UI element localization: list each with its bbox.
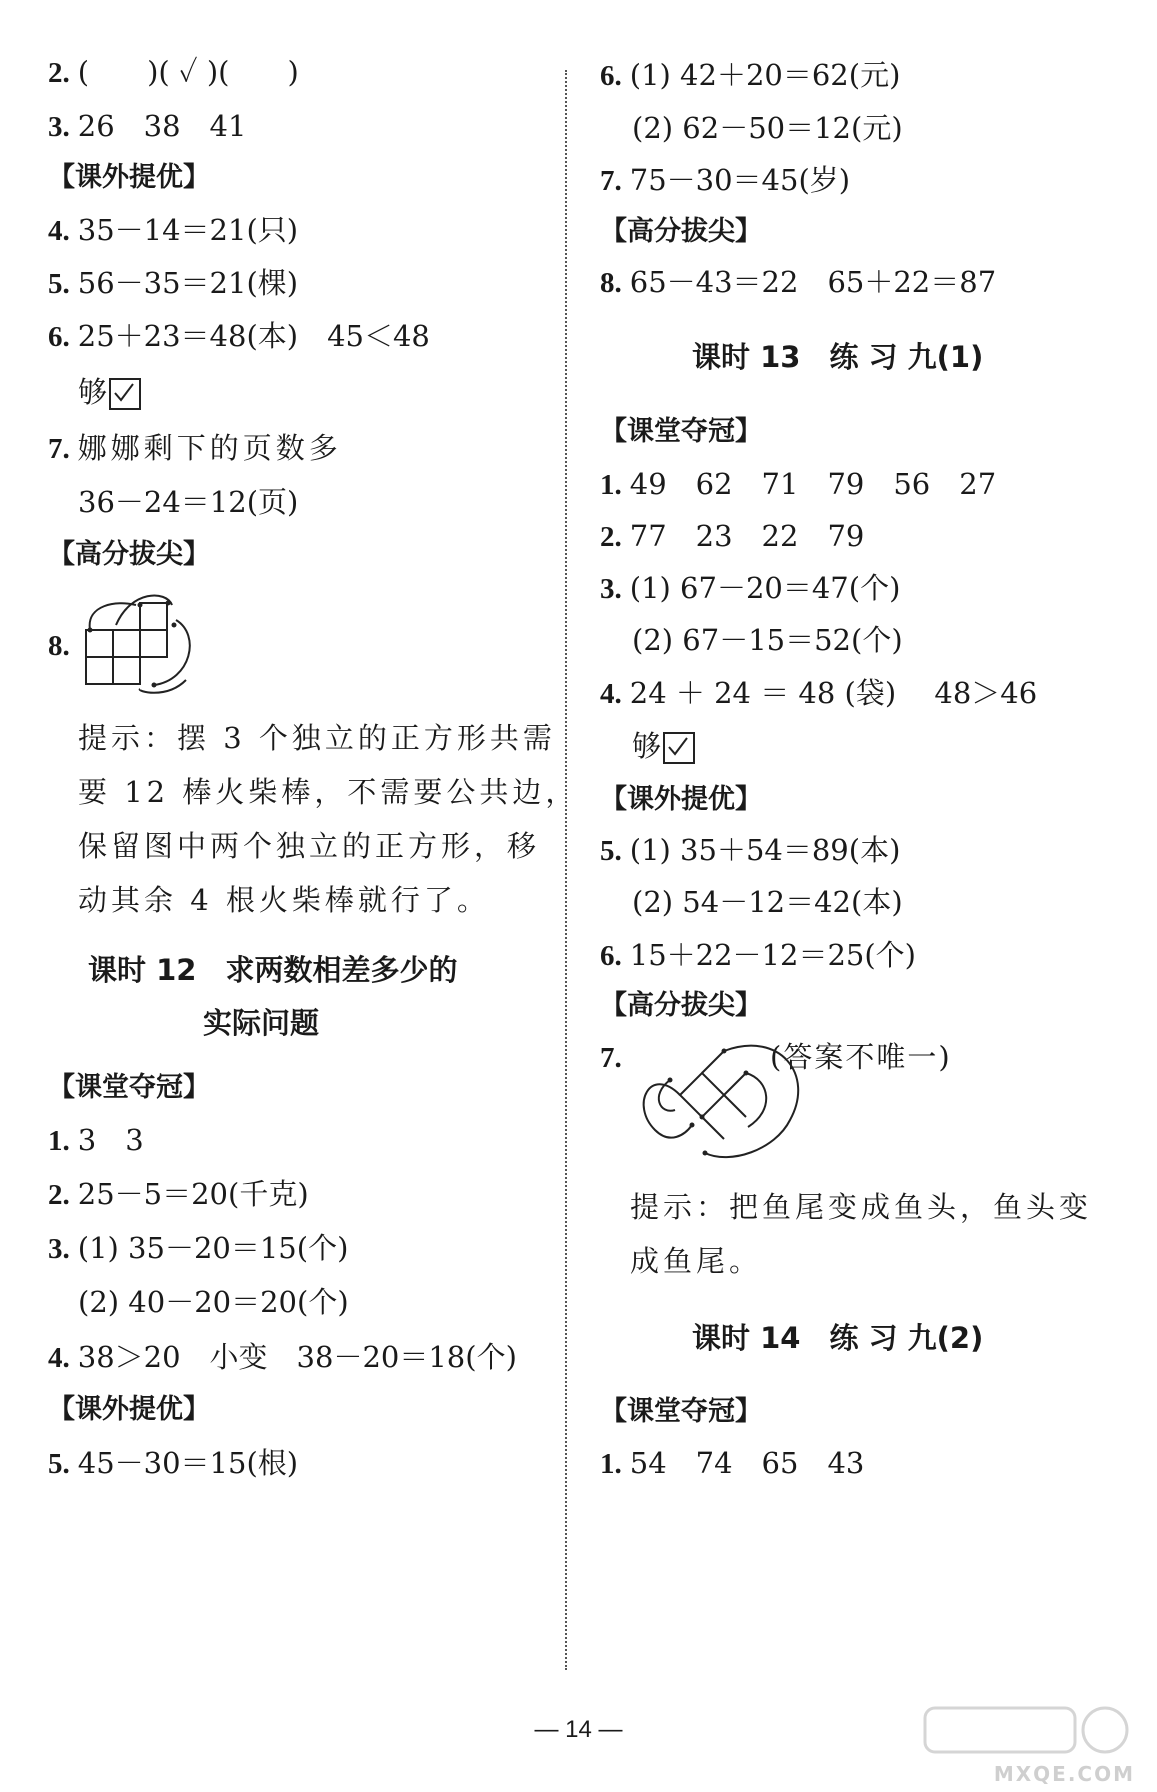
watermark [915,1700,1135,1790]
checked-box-icon [663,732,695,764]
answer-4: 4. 35－14＝21(只) [48,213,299,247]
page-number: — 14 — [534,1716,623,1743]
answer-6: 6. (1) 42＋20＝62(元) [600,58,901,92]
section-heading: 【高分拔尖】 [48,539,210,570]
hint-line: 保留图中两个独立的正方形，移 [78,829,541,863]
watermark-text: MXQE.COM [993,1762,1135,1786]
section-heading: 【课外提优】 [48,1394,210,1425]
answer-4-conclusion: 够 [632,726,695,766]
hint-line: 要 12 棒火柴棒，不需要公共边， [78,775,579,809]
answer-6: 6. 25＋23＝48(本) 45＜48 [48,319,430,353]
answer-7-number: 7. [600,1042,622,1074]
answer-6-conclusion: 够 [78,372,141,412]
answer-8: 8. 65－43＝22 65＋22＝87 [600,265,997,299]
hint-line: 提示：摆 3 个独立的正方形共需 [78,721,556,755]
lesson-title: 课时 13 练 习 九(1) [692,340,984,374]
section-heading: 【高分拔尖】 [600,990,762,1021]
answer-3: 3. 26 38 41 [48,109,247,143]
answer-note: (答案不唯一) [770,1040,952,1074]
answer-2: 2. 25－5＝20(千克) [48,1177,309,1211]
hint-line: 成鱼尾。 [630,1244,763,1278]
fish-matchstick-diagram [630,1035,810,1170]
lesson-title: 课时 14 练 习 九(2) [692,1321,984,1355]
answer-7: 7. 75－30＝45(岁) [600,163,851,197]
answer-4: 4. 24 ＋ 24 ＝ 48 (袋) 48＞46 [600,676,1038,710]
answer-4: 4. 38＞20 小变 38－20＝18(个) [48,1340,517,1374]
section-heading: 【课外提优】 [48,162,210,193]
answer-2: 2. 77 23 22 79 [600,519,865,553]
section-heading: 【课堂夺冠】 [600,1396,762,1427]
answer-1: 1. 49 62 71 79 56 27 [600,467,997,501]
answer-1: 1. 3 3 [48,1123,144,1157]
lesson-title: 课时 12 求两数相差多少的 [88,953,458,987]
answer-5-part2: (2) 54－12＝42(本) [632,885,903,919]
watermark-logo-icon [915,1700,1135,1760]
answer-2: 2. ( )( ✓ )( ) [48,55,299,89]
answer-7-equation: 36－24＝12(页) [78,485,299,519]
section-heading: 【高分拔尖】 [600,216,762,247]
matchstick-diagram [76,585,226,700]
answer-3: 3. (1) 35－20＝15(个) [48,1231,349,1265]
answer-5: 5. 56－35＝21(棵) [48,266,299,300]
checked-box-icon [109,378,141,410]
column-divider [565,70,567,1670]
answer-5: 5. 45－30＝15(根) [48,1446,299,1480]
lesson-title-continued: 实际问题 [203,1006,320,1040]
answer-3: 3. (1) 67－20＝47(个) [600,571,901,605]
answer-6: 6. 15＋22－12＝25(个) [600,938,916,972]
section-heading: 【课外提优】 [600,784,762,815]
answer-5: 5. (1) 35＋54＝89(本) [600,833,901,867]
hint-line: 动其余 4 根火柴棒就行了。 [78,883,490,917]
section-heading: 【课堂夺冠】 [600,416,762,447]
section-heading: 【课堂夺冠】 [48,1072,210,1103]
answer-3-part2: (2) 40－20＝20(个) [78,1285,349,1319]
answer-3-part2: (2) 67－15＝52(个) [632,623,903,657]
answer-8-number: 8. [48,630,70,662]
hint-line: 提示：把鱼尾变成鱼头，鱼头变 [630,1190,1093,1224]
answer-7: 7. 娜娜剩下的页数多 [48,431,342,465]
answer-1: 1. 54 74 65 43 [600,1446,865,1480]
answer-6-part2: (2) 62－50＝12(元) [632,111,903,145]
